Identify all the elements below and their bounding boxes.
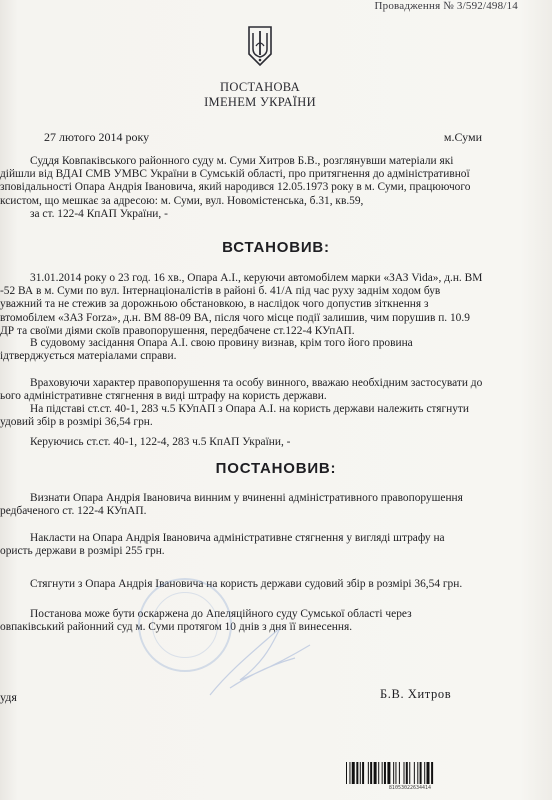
resolution-line: редбаченого ст. 122-4 КУпАП. bbox=[0, 505, 147, 518]
resolution-2 bbox=[0, 532, 512, 558]
appeal-line: Постанова може бути оскаржена до Апеляційного суду Сумської області через bbox=[30, 608, 412, 620]
document-subtitle: ІМЕНЕМ УКРАЇНИ bbox=[204, 95, 316, 109]
document-place: м.Суми bbox=[443, 130, 482, 144]
resolution-line: ористь держави в розмірі 255 грн. bbox=[0, 545, 165, 558]
court-session-line: В судовому засідання Опара А.І. свою провину визнав, крім того його провина bbox=[30, 337, 413, 349]
court-session-paragraph bbox=[0, 337, 512, 363]
appeal-line: овпаківський районний суд м. Суми протягом 10 днів з дня її винесення. bbox=[0, 621, 353, 634]
barcode bbox=[346, 762, 464, 784]
considering-paragraph bbox=[0, 377, 512, 403]
heading-established: ВСТАНОВИВ: bbox=[222, 239, 330, 256]
case-number: Провадження № 3/592/498/14 bbox=[374, 0, 518, 12]
guided-paragraph bbox=[0, 436, 512, 449]
resolution-line: Накласти на Опара Андрія Івановича адміністративне стягнення у вигляді штрафу на bbox=[30, 532, 445, 544]
established-line: уважний та не стежив за дорожньою обстановкою, в наслідок чого допустив зіткнення з bbox=[0, 298, 429, 311]
intro-line: Суддя Ковпаківського районного суду м. Суми Хитров Б.В., розглянувши матеріали які bbox=[30, 155, 454, 167]
resolution-line: Визнати Опара Андрія Івановича винним у вчиненні адміністративного правопорушення bbox=[30, 492, 463, 504]
court-session-line: ідтверджується матеріалами справи. bbox=[0, 350, 177, 363]
judge-label: удя bbox=[0, 690, 17, 704]
judge-signature bbox=[200, 610, 320, 710]
intro-line: за ст. 122-4 КпАП України, - bbox=[30, 207, 168, 220]
barcode-number: 81053022634414 bbox=[388, 785, 432, 791]
intro-line: зповідальності Опара Андрія Івановича, який народився 12.05.1973 року в м. Суми, працюючого bbox=[0, 181, 471, 194]
intro-line: дійшли від ВДАІ СМВ УМВС України в Сумській області, про притягнення до адміністративної bbox=[0, 168, 470, 181]
trident-emblem-icon bbox=[245, 24, 275, 68]
resolution-3 bbox=[0, 578, 512, 591]
intro-paragraph bbox=[0, 155, 512, 221]
intro-line: ксистом, що мешкає за адресою: м. Суми, вул. Новомістенська, б.31, кв.59, bbox=[0, 194, 364, 207]
document-date: 27 лютого 2014 року bbox=[44, 130, 150, 144]
basis-line: удовий збір в розмірі 36,54 грн. bbox=[0, 416, 153, 429]
guided-line: Керуючись ст.ст. 40-1, 122-4, 283 ч.5 КпАП України, - bbox=[30, 436, 291, 448]
established-line: -52 ВА в м. Суми по вул. Інтернаціоналістів в районі б. 41/А під час руху заднім ходом був bbox=[0, 285, 441, 298]
document-title: ПОСТАНОВА bbox=[220, 80, 300, 94]
established-paragraph bbox=[0, 272, 512, 338]
considering-line: Враховуючи характер правопорушення та особу винного, вважаю необхідним застосувати до bbox=[30, 377, 483, 389]
considering-line: ього адміністративне стягнення в виді штрафу на користь держави. bbox=[0, 390, 327, 403]
resolution-1 bbox=[0, 492, 512, 518]
basis-paragraph bbox=[0, 403, 512, 429]
resolution-line: Стягнути з Опара Андрія Івановича на користь держави судовий збір в розмірі 36,54 грн. bbox=[30, 578, 463, 590]
established-line: ДР та своїми діями скоїв правопорушення, передбачене ст.122-4 КУпАП. bbox=[0, 324, 355, 337]
heading-resolved: ПОСТАНОВИВ: bbox=[215, 460, 337, 477]
established-line: втомобілем «ЗАЗ Forza», д.н. ВМ 88-09 ВА, після чого місце події залишив, чим порушив п. 10.9 bbox=[0, 311, 470, 324]
judge-name: Б.В. Хитров bbox=[380, 687, 452, 701]
established-line: 31.01.2014 року о 23 год. 16 хв., Опара А.І., керуючи автомобілем марки «ЗАЗ Vida», д.н. ВМ bbox=[30, 272, 483, 284]
date-line bbox=[44, 130, 482, 145]
basis-line: На підставі ст.ст. 40-1, 283 ч.5 КУпАП з Опара А.І. на користь держави належить стягнути bbox=[30, 403, 469, 415]
